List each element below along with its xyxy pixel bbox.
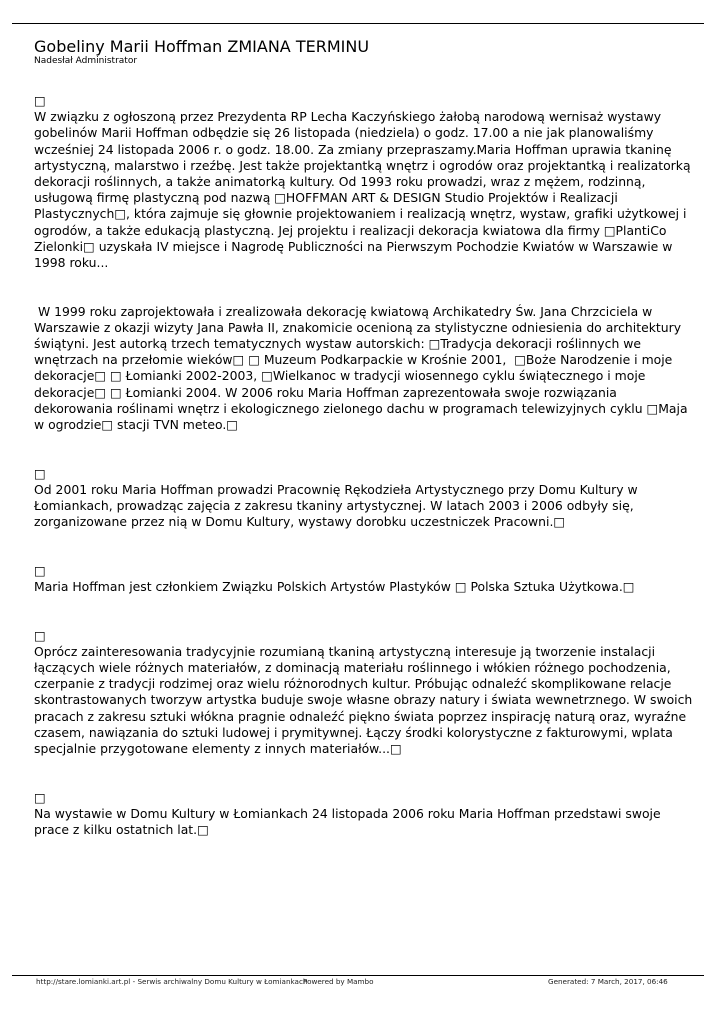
author-byline: Nadesłał Administrator xyxy=(34,56,138,66)
footer-generated-date: Generated: 7 March, 2017, 06:46 xyxy=(548,977,668,986)
footer-rule xyxy=(12,975,704,976)
article-paragraph-6: □ Na wystawie w Domu Kultury w Łomiankach 24 listopada 2006 roku Maria Hoffman przedstawi swoje prace z kilku ostatnich lat.□ xyxy=(34,789,661,837)
article-paragraph-1: □ W związku z ogłoszoną przez Prezydenta RP Lecha Kaczyńskiego żałobą narodową wernisaż wystawy gobelinów Marii Hoffman odbędzie się 26 listopada (niedziela) o godz. 17.00 a nie jak planowaliśmy wcześniej 24 listopada 2006 r. o godz. 18.00. Za zmiany przepraszamy.Maria Hoffman uprawia tkaninę artystyczną, malarstwo i rzeźbę. Jest także projektantką wnętrz i ogrodów oraz projektantką i realizatorką dekoracji roślinnych, a także animatorką kultury. Od 1993 roku prowadzi, wraz z mężem, rodzinną, usługową firmę plastyczną pod nazwą □HOFFMAN ART & DESIGN Studio Projektów i Realizacji Plastycznych□, która zajmuje się głownie projektowaniem i realizacją wnętrz, wystaw, grafiki użytkowej i ogrodów, a także edukacją plastyczną. Jej projektu i realizacji dekoracja kwiatowa dla firmy □PlantiCo Zielonki□ uzyskała IV miejsce i Nagrodę Publiczności na Pierwszym Pochodzie Kwiatów w Warszawie w 1998 roku... xyxy=(34,93,691,271)
footer-url: http://stare.lomianki.art.pl - Serwis archiwalny Domu Kultury w Łomiankach xyxy=(36,977,308,986)
footer-powered-by: Powered by Mambo xyxy=(303,977,374,986)
page-title: Gobeliny Marii Hoffman ZMIANA TERMINU xyxy=(34,37,370,56)
article-paragraph-4: □ Maria Hoffman jest członkiem Związku Polskich Artystów Plastyków □ Polska Sztuka Użytkowa.□ xyxy=(34,562,635,594)
article-paragraph-3: □ Od 2001 roku Maria Hoffman prowadzi Pracownię Rękodzieła Artystycznego przy Domu Kultury w Łomiankach, prowadząc zajęcia z zakresu tkaniny artystycznej. W latach 2003 i 2006 odbyły się, zorganizowane przez nią w Domu Kultury, wystawy dorobku uczestniczek Pracowni.□ xyxy=(34,465,638,530)
article-paragraph-5: □ Oprócz zainteresowania tradycyjnie rozumianą tkaniną artystyczną interesuje ją tworzenie instalacji łączących wiele różnych materiałów, z dominacją materiału roślinnego i włókien różnego pochodzenia, czerpanie z tradycji rodzimej oraz wielu różnorodnych kultur. Próbując odnaleźć skomplikowane relacje skontrastowanych tworzyw artystka buduje swoje własne obrazy natury i świata wewnetrznego. W swoich pracach z zakresu sztuki włókna pragnie odnaleźć piękno świata poprzez inspirację naturą oraz, wyraźne czasem, nawiązania do sztuki ludowej i prymitywnej. Łączy środki kolorystyczne z fakturowymi, wplata specjalnie przygotowane elementy z innych materiałów...□ xyxy=(34,627,693,756)
top-rule xyxy=(12,23,704,24)
article-paragraph-2: W 1999 roku zaprojektowała i zrealizowała dekorację kwiatową Archikatedry Św. Jana Chrzciciela w Warszawie z okazji wizyty Jana Pawła II, znakomicie ocenioną za stylistyczne odniesienia do architektury świątyni. Jest autorką trzech tematycznych wystaw autorskich: □Tradycja dekoracji roślinnych we wnętrzach na przełomie wieków□ □ Muzeum Podkarpackie w Krośnie 2001, □Boże Narodzenie i moje dekoracje□ □ Łomianki 2002-2003, □Wielkanoc w tradycji wiosennego cyklu świątecznego i moje dekoracje□ □ Łomianki 2004. W 2006 roku Maria Hoffman zaprezentowała swoje rozwiązania dekorowania roślinami wnętrz i ekologicznego zielonego dachu w programach telewizyjnych cyklu □Maja w ogrodzie□ stacji TVN meteo.□ xyxy=(34,303,692,433)
article-body xyxy=(34,93,699,838)
